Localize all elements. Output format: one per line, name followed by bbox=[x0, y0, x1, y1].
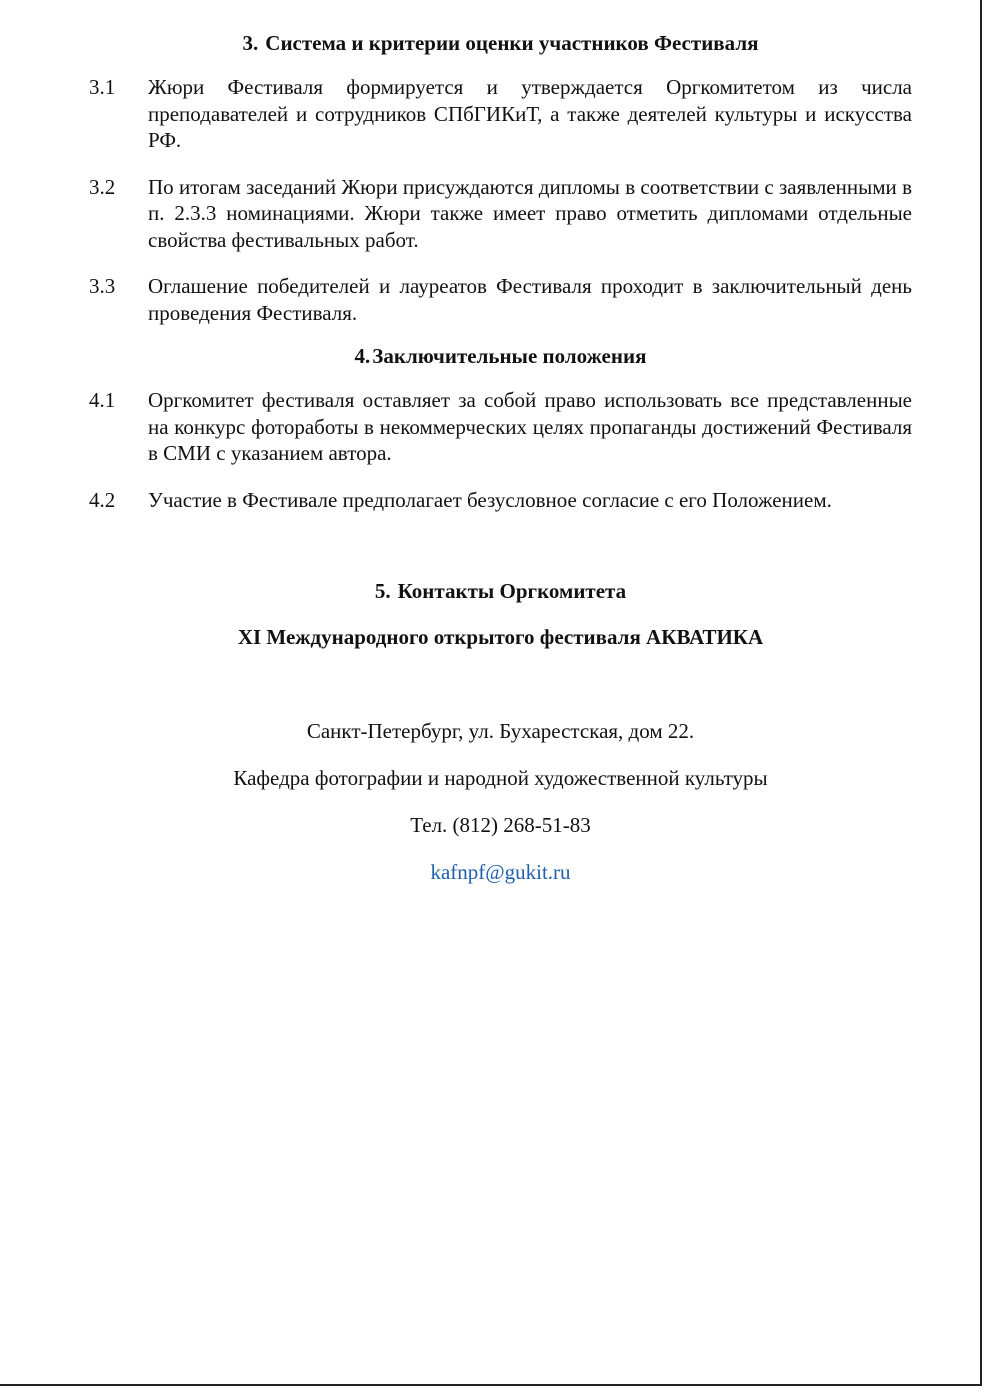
item-text: Оглашение победителей и лауреатов Фестиваля проходит в заключительный день проведения Фестиваля. bbox=[148, 274, 912, 325]
item-number: 4.2 bbox=[89, 487, 116, 512]
contact-email-link[interactable]: kafnpf@gukit.ru bbox=[430, 860, 571, 884]
list-item bbox=[89, 387, 912, 467]
list-item bbox=[89, 174, 912, 254]
section-5-heading bbox=[89, 576, 912, 606]
section-5-title: Контакты Оргкомитета bbox=[397, 579, 627, 603]
section-5-number: 5. bbox=[374, 579, 391, 603]
item-number: 3.1 bbox=[89, 75, 116, 99]
section-5-subtitle: XI Международного открытого фестиваля АКВАТИКА bbox=[237, 625, 764, 649]
section-4-title: Заключительные положения bbox=[372, 344, 647, 368]
section-4-number: 4. bbox=[354, 344, 371, 368]
section-3-title: Система и критерии оценки участников Фестиваля bbox=[265, 31, 759, 55]
contact-address: Санкт-Петербург, ул. Бухарестская, дом 22. bbox=[306, 719, 695, 743]
section-3-heading bbox=[89, 28, 912, 58]
section-4-heading bbox=[89, 341, 912, 371]
item-text: Оргкомитет фестиваля оставляет за собой право использовать все представленные на конкурс фотоработы в некоммерческих целях пропаганды достижений Фестиваля в СМИ с указанием автора. bbox=[148, 388, 912, 465]
contact-phone: Тел. (812) 268-51-83 bbox=[410, 813, 591, 837]
contact-department: Кафедра фотографии и народной художественной культуры bbox=[233, 766, 768, 790]
item-text: По итогам заседаний Жюри присуждаются дипломы в соответствии с заявленными в п. 2.3.3 номинациями. Жюри также имеет право отметить дипломами отдельные свойства фестивальных работ. bbox=[148, 174, 912, 252]
contact-email-row bbox=[89, 857, 912, 887]
item-text: Участие в Фестивале предполагает безусловное согласие с его Положением. bbox=[148, 487, 832, 512]
list-item bbox=[89, 74, 912, 154]
item-text: Жюри Фестиваля формируется и утверждается Оргкомитетом из числа преподавателей и сотрудников СПбГИКиТ, а также деятелей культуры и искусства РФ. bbox=[148, 75, 912, 152]
item-number: 3.3 bbox=[89, 274, 116, 298]
list-item bbox=[89, 487, 912, 514]
section-3-number: 3. bbox=[242, 31, 259, 55]
page-content bbox=[89, 28, 912, 887]
item-number: 3.2 bbox=[89, 174, 116, 199]
item-number: 4.1 bbox=[89, 388, 116, 412]
list-item bbox=[89, 273, 912, 326]
